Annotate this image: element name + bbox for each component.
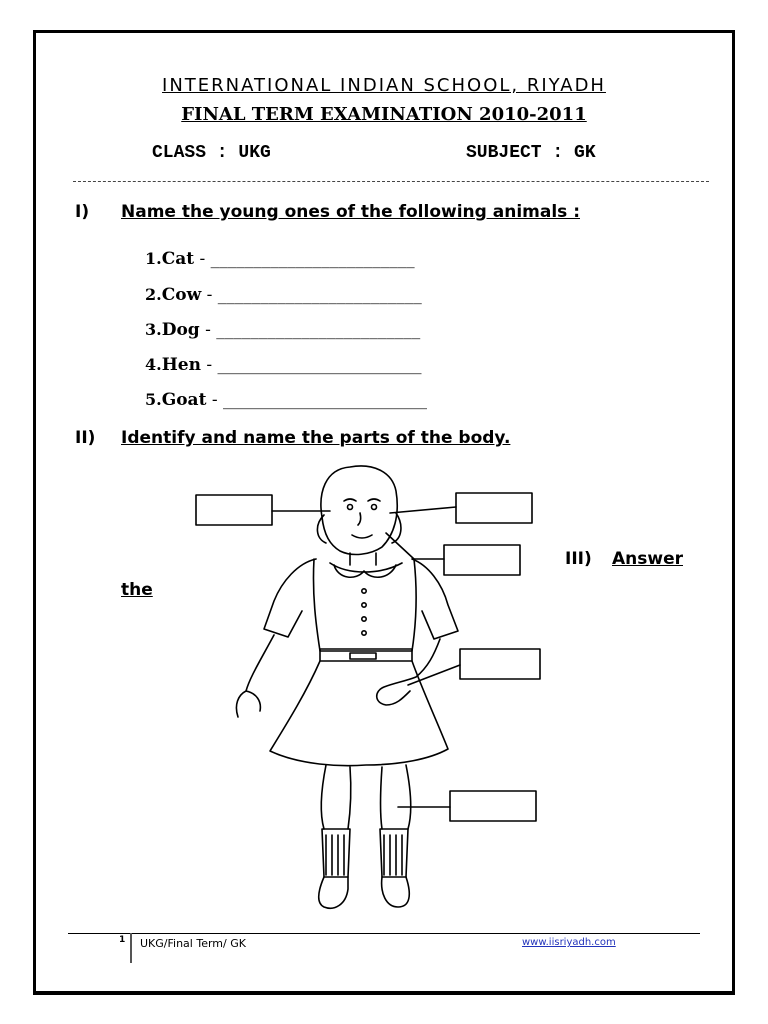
school-website-link[interactable]: www.iisriyadh.com xyxy=(522,937,616,948)
class-label: CLASS : UKG xyxy=(152,143,271,163)
page-border-bottom xyxy=(33,993,735,995)
answer-blank[interactable]: - ________________________ xyxy=(200,355,422,375)
question-3-text-part1: Answer xyxy=(612,549,683,569)
subject-label: SUBJECT : GK xyxy=(466,143,596,163)
item-word: Cat xyxy=(161,249,195,269)
question-2-text: Identify and name the parts of the body. xyxy=(121,428,511,448)
answer-item-goat xyxy=(145,390,427,410)
question-2-number: II) xyxy=(75,428,96,448)
page-number: 1 xyxy=(119,935,126,945)
answer-item-cat xyxy=(145,249,415,269)
item-number: 4. xyxy=(145,355,162,374)
item-number: 5. xyxy=(145,390,162,409)
footer-tick xyxy=(130,933,132,963)
question-1-text: Name the young ones of the following animals : xyxy=(121,202,580,222)
answer-blank[interactable]: - ________________________ xyxy=(206,390,427,410)
body-parts-figure xyxy=(190,455,560,925)
item-word: Dog xyxy=(161,320,200,340)
answer-item-hen xyxy=(145,355,422,375)
answer-blank[interactable]: - ________________________ xyxy=(194,249,415,269)
answer-item-cow xyxy=(145,285,422,305)
item-number: 1. xyxy=(145,249,162,268)
dashed-divider xyxy=(73,181,709,182)
school-name: INTERNATIONAL INDIAN SCHOOL, RIYADH xyxy=(162,75,606,96)
answer-item-dog xyxy=(145,320,420,340)
question-3-text-part2: the xyxy=(121,580,153,600)
exam-title: FINAL TERM EXAMINATION 2010-2011 xyxy=(181,104,587,125)
footer-divider xyxy=(68,933,700,934)
item-number: 2. xyxy=(145,285,162,304)
answer-blank[interactable]: - ________________________ xyxy=(199,320,421,340)
item-word: Cow xyxy=(161,285,202,305)
answer-blank[interactable]: - ________________________ xyxy=(201,285,422,305)
item-number: 3. xyxy=(145,320,162,339)
question-3-number: III) xyxy=(565,549,592,569)
item-word: Hen xyxy=(161,355,201,375)
item-word: Goat xyxy=(161,390,207,410)
footer-label: UKG/Final Term/ GK xyxy=(140,937,246,950)
question-1-number: I) xyxy=(75,202,90,222)
